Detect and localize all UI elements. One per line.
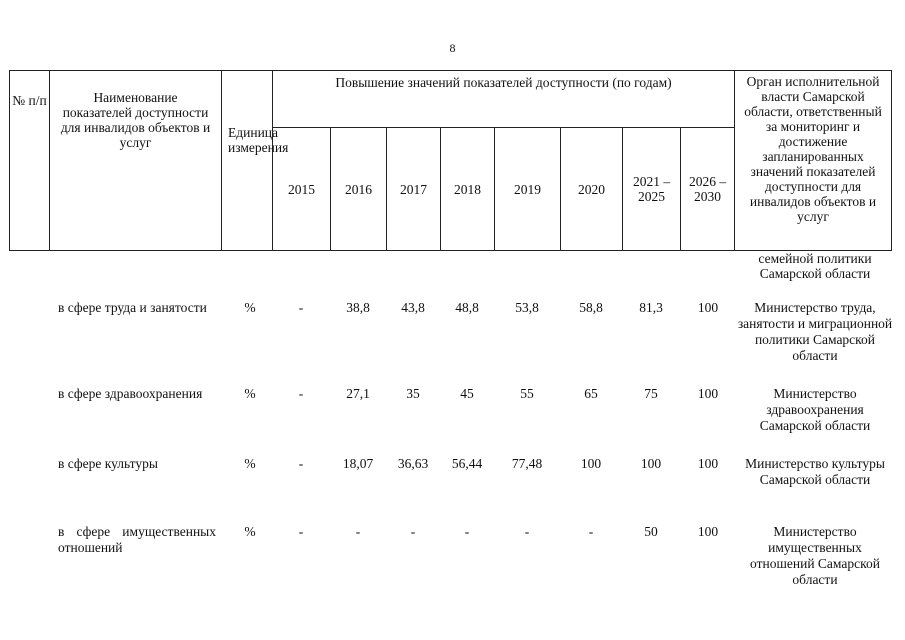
row-value: 100 <box>697 456 719 471</box>
header-year: 2019 <box>495 128 561 251</box>
row-organ: Министерство труда, занятости и миграционной политики Самарской области <box>737 300 893 363</box>
header-year: 2018 <box>441 128 495 251</box>
row-value: 45 <box>460 386 474 401</box>
header-group: Повышение значений показателей доступности (по годам) <box>273 71 735 128</box>
row-value: - <box>524 524 530 539</box>
row-unit: % <box>244 386 256 401</box>
row-unit: % <box>244 300 256 315</box>
carryover-text: семейной политики Самарской области <box>758 251 872 281</box>
row-value: 100 <box>697 524 719 539</box>
row-name: в сфере имущественных отношений <box>58 524 216 555</box>
row-value: 18,07 <box>342 456 374 471</box>
row-value: 38,8 <box>346 300 370 315</box>
row-value: - <box>355 524 361 539</box>
row-value: 36,63 <box>397 456 429 471</box>
row-name: в сфере здравоохранения <box>58 386 203 401</box>
row-name: в сфере культуры <box>58 456 158 471</box>
row-value: 35 <box>406 386 420 401</box>
row-value: - <box>298 386 304 401</box>
row-value: 81,3 <box>639 300 663 315</box>
header-year: 2021 – 2025 <box>623 128 681 251</box>
header-year: 2016 <box>331 128 387 251</box>
row-value: 100 <box>697 386 719 401</box>
row-value: 56,44 <box>451 456 483 471</box>
header-organ: Орган исполнительной власти Самарской области, ответственный за мониторинг и достижение запланированных значений показателей доступности для инвалидов объектов и услуг <box>735 71 892 251</box>
header-year: 2017 <box>387 128 441 251</box>
row-value: 75 <box>644 386 658 401</box>
row-value: 100 <box>697 300 719 315</box>
header-num: № п/п <box>10 71 50 251</box>
page-number: 8 <box>449 41 456 55</box>
header-name: Наименование показателей доступности для инвалидов объектов и услуг <box>50 71 222 251</box>
row-value: 55 <box>520 386 534 401</box>
row-value: 58,8 <box>579 300 603 315</box>
row-value: - <box>298 300 304 315</box>
row-organ: Министерство культуры Самарской области <box>745 456 885 487</box>
row-value: 77,48 <box>511 456 543 471</box>
row-organ: Министерство имущественных отношений Самарской области <box>750 524 880 587</box>
row-value: 100 <box>580 456 602 471</box>
row-value: 53,8 <box>515 300 539 315</box>
row-value: - <box>298 524 304 539</box>
header-year: 2026 – 2030 <box>681 128 735 251</box>
header-year: 2015 <box>273 128 331 251</box>
row-organ: Министерство здравоохранения Самарской области <box>759 386 871 433</box>
row-unit: % <box>244 524 256 539</box>
row-value: - <box>298 456 304 471</box>
row-value: 27,1 <box>346 386 370 401</box>
row-unit: % <box>244 456 256 471</box>
row-value: 65 <box>584 386 598 401</box>
row-name: в сфере труда и занятости <box>58 300 207 315</box>
row-value: - <box>410 524 416 539</box>
header-year: 2020 <box>561 128 623 251</box>
row-value: - <box>588 524 594 539</box>
row-value: - <box>464 524 470 539</box>
row-value: 48,8 <box>455 300 479 315</box>
row-value: 50 <box>644 524 658 539</box>
row-value: 43,8 <box>401 300 425 315</box>
table-header <box>9 70 892 251</box>
header-unit: Единица измерения <box>222 71 273 251</box>
row-value: 100 <box>640 456 662 471</box>
